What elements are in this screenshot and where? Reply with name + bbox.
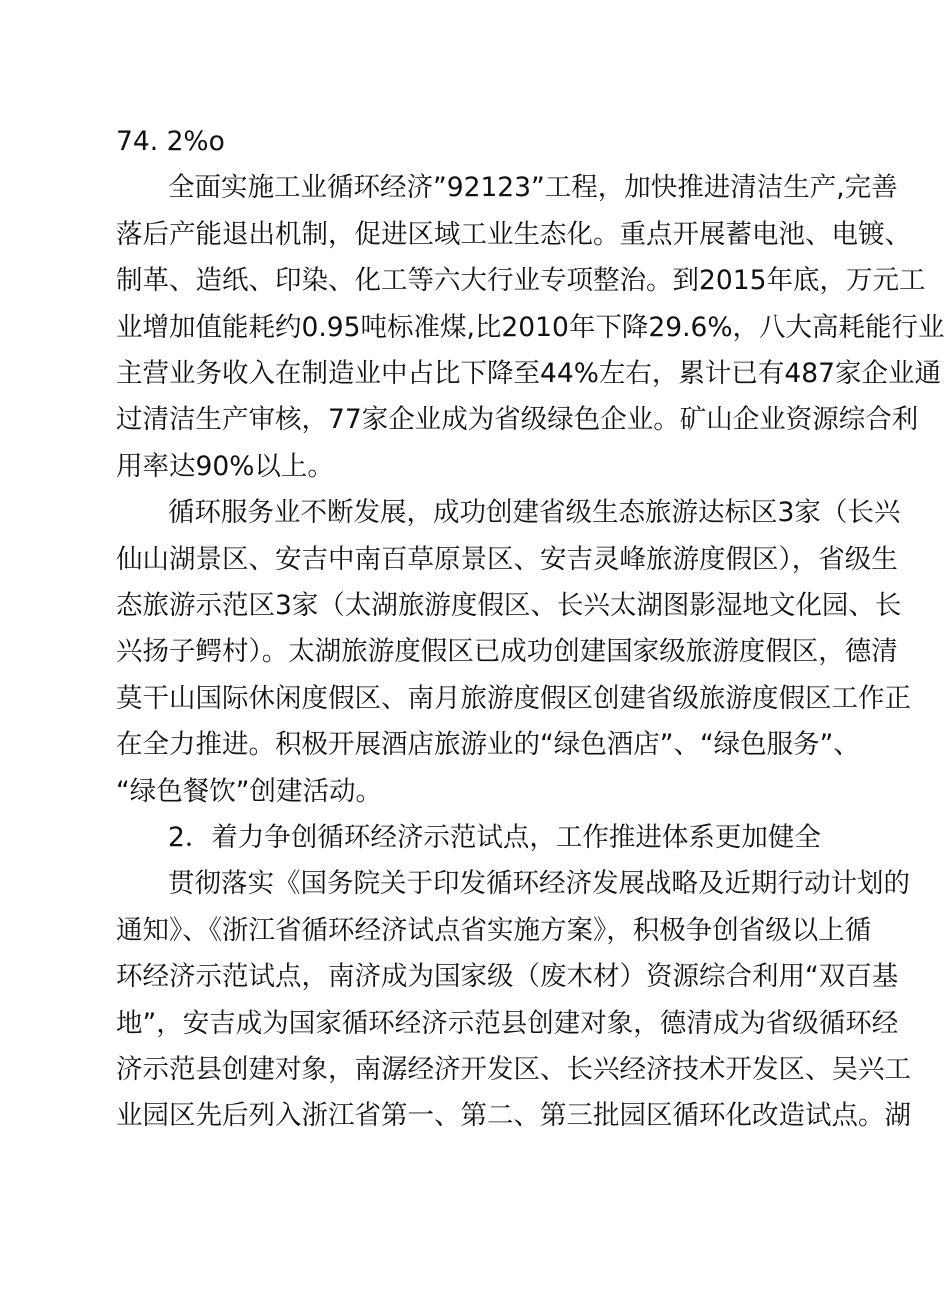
text-line-3: 落后产能退出机制，促进区域工业生态化。重点开展蓄电池、电镀、	[116, 219, 911, 250]
text-line-4: 制革、造纸、印染、化工等六大行业专项整治。到2015年底，万元工	[116, 265, 926, 296]
text-line-15: “绿色餐饮”创建活动。	[116, 776, 382, 807]
text-line-6: 主营业务收入在制造业中占比下降至44%左右，累计已有487家企业通	[116, 358, 941, 389]
text-line-5: 业增加值能耗约0.95吨标准煤,比2010年下降29.6%，八大高耗能行业	[116, 312, 945, 343]
text-line-8: 用率达90%以上。	[116, 451, 334, 482]
text-line-9: 循环服务业不断发展，成功创建省级生态旅游达标区3家（长兴	[168, 497, 901, 528]
text-line-17: 贯彻落实《国务院关于印发循环经济发展战略及近期行动计划的	[168, 868, 910, 899]
text-line-12: 兴扬子鳄村）。太湖旅游度假区已成功创建国家级旅游度假区，德清	[116, 636, 898, 667]
section-heading: 2．着力争创循环经济示范试点，工作推进体系更加健全	[168, 822, 821, 853]
text-line-2: 全面实施工业循环经济”92123”工程，加快推进清洁生产,完善	[168, 172, 898, 203]
text-line-20: 地”，安吉成为国家循环经济示范县创建对象，德清成为省级循环经	[116, 1008, 899, 1039]
text-line-10: 仙山湖景区、安吉中南百草原景区、安吉灵峰旅游度假区），省级生	[116, 544, 898, 575]
text-line-21: 济示范县创建对象，南潺经济开发区、长兴经济技术开发区、吴兴工	[116, 1054, 911, 1085]
text-line-1: 74. 2%o	[116, 126, 225, 157]
text-line-18: 通知》、《浙江省循环经济试点省实施方案》，积极争创省级以上循	[116, 915, 872, 946]
text-line-11: 态旅游示范区3家（太湖旅游度假区、长兴太湖图影湿地文化园、长	[116, 590, 902, 621]
text-line-13: 莫干山国际休闲度假区、南月旅游度假区创建省级旅游度假区工作正	[116, 683, 911, 714]
text-line-19: 环经济示范试点，南济成为国家级（废木材）资源综合利用“双百基	[116, 961, 899, 992]
text-line-22: 业园区先后列入浙江省第一、第二、第三批园区循环化改造试点。湖	[116, 1100, 911, 1131]
text-line-14: 在全力推进。积极开展酒店旅游业的“绿色酒店”、“绿色服务”、	[116, 729, 860, 760]
text-line-7: 过清洁生产审核，77家企业成为省级绿色企业。矿山企业资源综合利	[116, 404, 919, 435]
